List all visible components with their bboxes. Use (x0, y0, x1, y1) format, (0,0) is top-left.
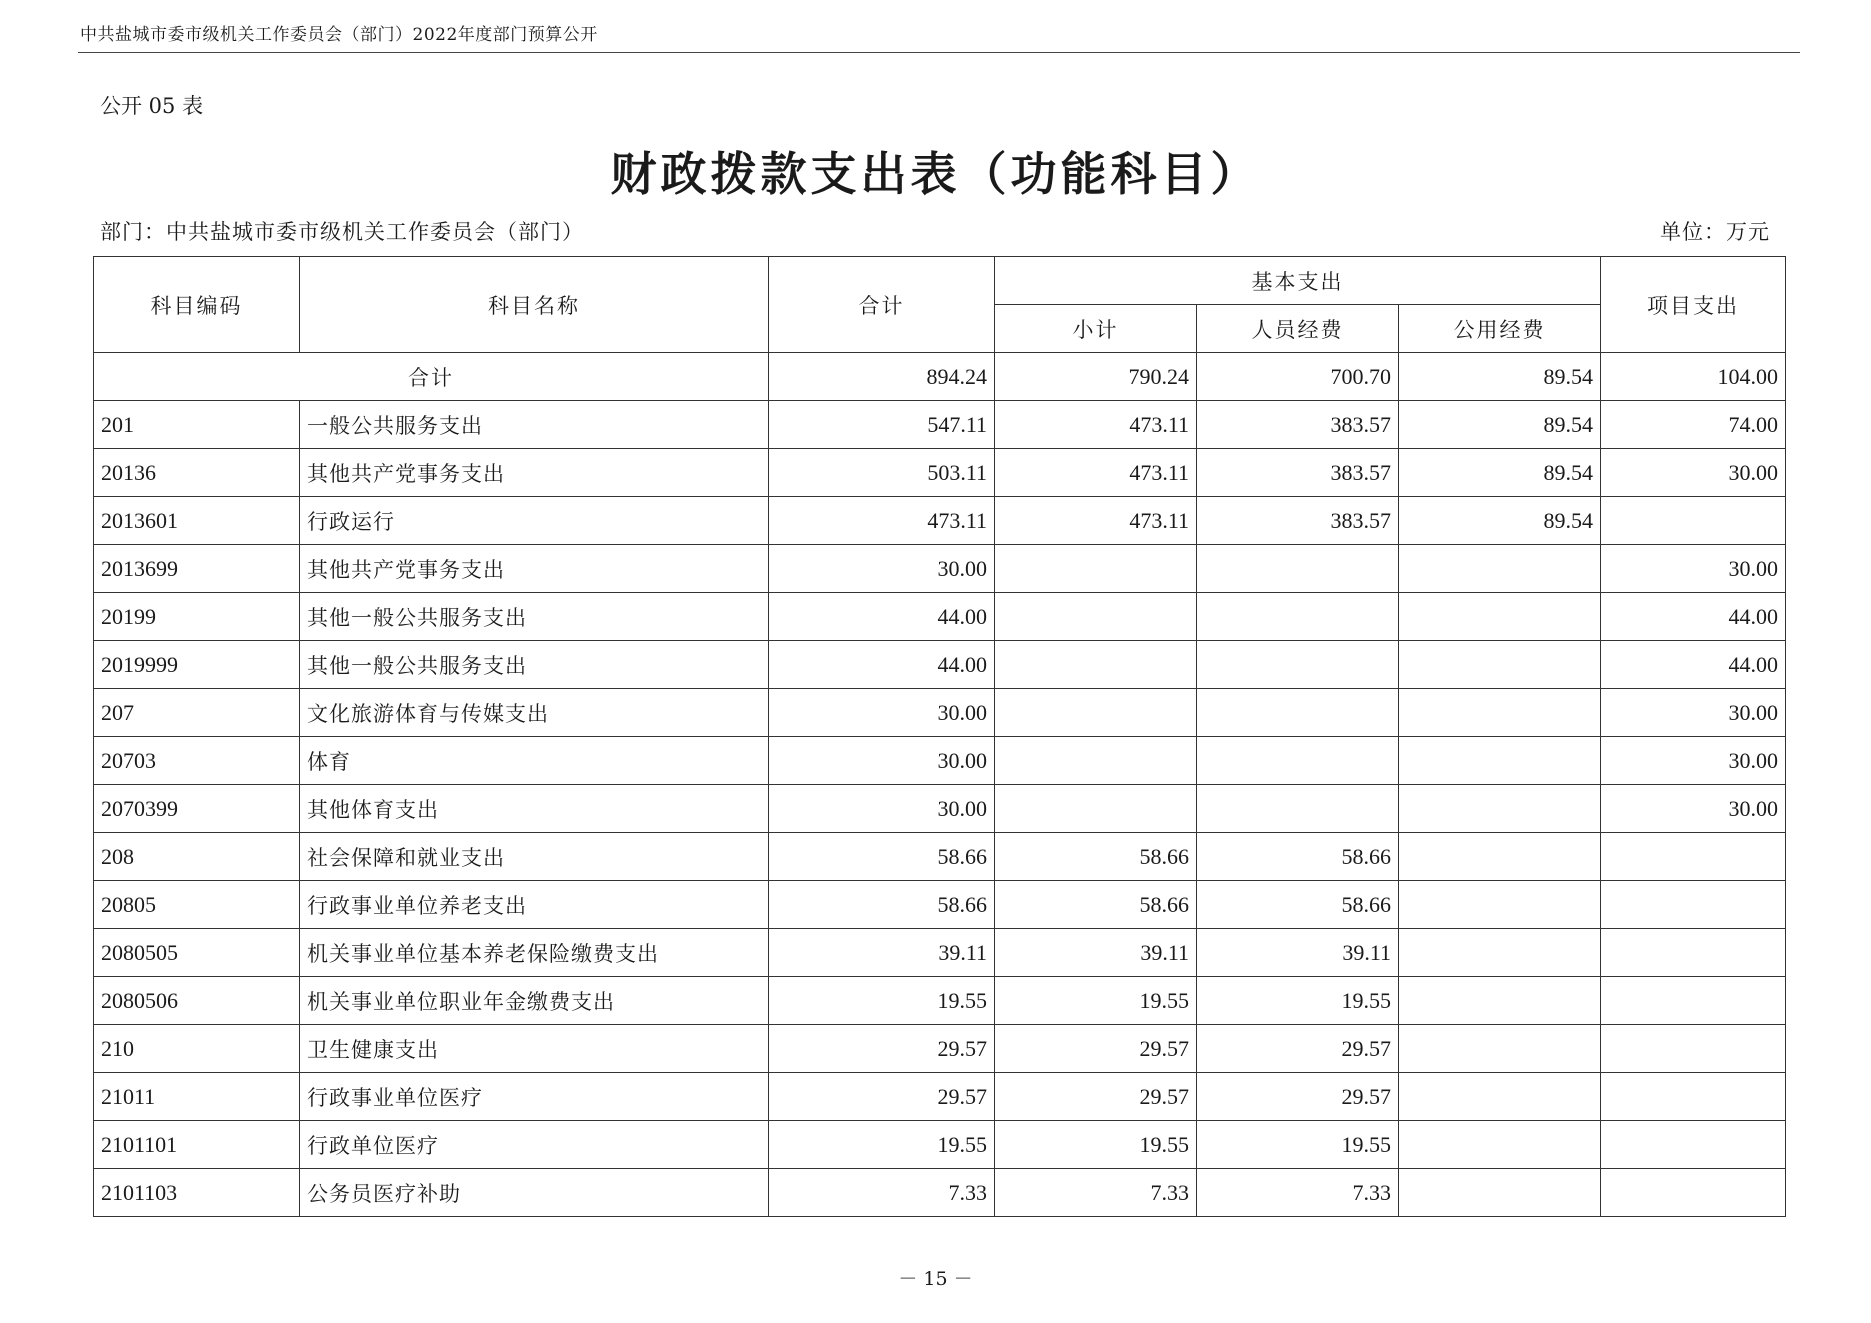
total-public: 89.54 (1399, 353, 1601, 401)
cell-total: 39.11 (769, 929, 995, 977)
cell-subtotal: 29.57 (995, 1073, 1197, 1121)
cell-project: 30.00 (1601, 545, 1786, 593)
cell-total: 30.00 (769, 689, 995, 737)
table-row (94, 1025, 1786, 1073)
cell-name: 体育 (300, 737, 769, 785)
cell-subtotal: 473.11 (995, 497, 1197, 545)
cell-personnel: 7.33 (1197, 1169, 1399, 1217)
cell-code: 2080506 (94, 977, 300, 1025)
page-number: － 15 － (898, 1268, 973, 1290)
cell-total: 547.11 (769, 401, 995, 449)
header-rule (78, 52, 1800, 53)
cell-code: 201 (94, 401, 300, 449)
cell-project (1601, 1121, 1786, 1169)
table-row (94, 689, 1786, 737)
cell-public (1399, 1169, 1601, 1217)
cell-public (1399, 833, 1601, 881)
total-total: 894.24 (769, 353, 995, 401)
cell-subtotal: 19.55 (995, 1121, 1197, 1169)
cell-total: 29.57 (769, 1073, 995, 1121)
table-row (94, 545, 1786, 593)
cell-public: 89.54 (1399, 497, 1601, 545)
cell-personnel (1197, 545, 1399, 593)
cell-code: 2101101 (94, 1121, 300, 1169)
cell-name: 行政单位医疗 (300, 1121, 769, 1169)
cell-name: 行政事业单位养老支出 (300, 881, 769, 929)
cell-code: 2019999 (94, 641, 300, 689)
cell-code: 2080505 (94, 929, 300, 977)
cell-project: 30.00 (1601, 689, 1786, 737)
cell-name: 公务员医疗补助 (300, 1169, 769, 1217)
cell-name: 社会保障和就业支出 (300, 833, 769, 881)
unit-label: 单位：万元 (1660, 220, 1770, 244)
cell-code: 208 (94, 833, 300, 881)
cell-subtotal (995, 593, 1197, 641)
cell-subtotal: 473.11 (995, 401, 1197, 449)
cell-personnel: 383.57 (1197, 449, 1399, 497)
cell-public: 89.54 (1399, 401, 1601, 449)
header-public: 公用经费 (1399, 305, 1601, 353)
cell-personnel (1197, 641, 1399, 689)
header-project: 项目支出 (1601, 257, 1786, 353)
cell-project: 30.00 (1601, 737, 1786, 785)
cell-personnel: 58.66 (1197, 881, 1399, 929)
cell-total: 58.66 (769, 881, 995, 929)
cell-subtotal: 29.57 (995, 1025, 1197, 1073)
cell-public: 89.54 (1399, 449, 1601, 497)
cell-project: 44.00 (1601, 641, 1786, 689)
cell-personnel: 383.57 (1197, 497, 1399, 545)
cell-total: 30.00 (769, 545, 995, 593)
cell-code: 207 (94, 689, 300, 737)
header-row-1 (94, 257, 1786, 305)
page-title: 财政拨款支出表（功能科目） (610, 147, 1261, 201)
cell-total: 44.00 (769, 593, 995, 641)
cell-total: 19.55 (769, 1121, 995, 1169)
cell-project (1601, 929, 1786, 977)
cell-personnel: 29.57 (1197, 1073, 1399, 1121)
cell-subtotal: 39.11 (995, 929, 1197, 977)
cell-subtotal (995, 641, 1197, 689)
table-row (94, 593, 1786, 641)
cell-name: 行政运行 (300, 497, 769, 545)
cell-total: 29.57 (769, 1025, 995, 1073)
cell-project (1601, 977, 1786, 1025)
table-row (94, 641, 1786, 689)
cell-total: 19.55 (769, 977, 995, 1025)
header-subtotal: 小计 (995, 305, 1197, 353)
cell-total: 473.11 (769, 497, 995, 545)
cell-personnel: 29.57 (1197, 1025, 1399, 1073)
cell-project (1601, 1025, 1786, 1073)
cell-public (1399, 1073, 1601, 1121)
cell-project (1601, 497, 1786, 545)
cell-total: 503.11 (769, 449, 995, 497)
cell-public (1399, 929, 1601, 977)
cell-name: 机关事业单位基本养老保险缴费支出 (300, 929, 769, 977)
cell-total: 58.66 (769, 833, 995, 881)
cell-personnel (1197, 737, 1399, 785)
cell-subtotal: 58.66 (995, 833, 1197, 881)
cell-public (1399, 593, 1601, 641)
cell-personnel: 383.57 (1197, 401, 1399, 449)
cell-public (1399, 785, 1601, 833)
cell-name: 其他体育支出 (300, 785, 769, 833)
cell-name: 其他共产党事务支出 (300, 545, 769, 593)
cell-code: 2070399 (94, 785, 300, 833)
table-row (94, 1169, 1786, 1217)
cell-code: 2013601 (94, 497, 300, 545)
cell-personnel (1197, 689, 1399, 737)
total-label: 合计 (94, 353, 769, 401)
cell-subtotal: 58.66 (995, 881, 1197, 929)
table-row (94, 785, 1786, 833)
table-number: 公开 05 表 (100, 94, 204, 118)
cell-code: 20136 (94, 449, 300, 497)
cell-project: 44.00 (1601, 593, 1786, 641)
cell-public (1399, 545, 1601, 593)
cell-project (1601, 833, 1786, 881)
document-header: 中共盐城市委市级机关工作委员会（部门）2022年度部门预算公开 (80, 25, 598, 45)
cell-name: 文化旅游体育与传媒支出 (300, 689, 769, 737)
cell-code: 21011 (94, 1073, 300, 1121)
total-personnel: 700.70 (1197, 353, 1399, 401)
cell-project (1601, 881, 1786, 929)
table-row (94, 929, 1786, 977)
expenditure-table (93, 256, 1786, 1217)
cell-total: 30.00 (769, 785, 995, 833)
cell-personnel: 39.11 (1197, 929, 1399, 977)
total-project: 104.00 (1601, 353, 1786, 401)
cell-name: 行政事业单位医疗 (300, 1073, 769, 1121)
cell-public (1399, 689, 1601, 737)
cell-code: 20805 (94, 881, 300, 929)
table-row (94, 1073, 1786, 1121)
cell-project: 30.00 (1601, 785, 1786, 833)
header-basic: 基本支出 (995, 257, 1601, 305)
table-body (94, 257, 1786, 1217)
cell-subtotal (995, 737, 1197, 785)
table-row (94, 977, 1786, 1025)
cell-code: 20199 (94, 593, 300, 641)
cell-personnel (1197, 785, 1399, 833)
total-subtotal: 790.24 (995, 353, 1197, 401)
cell-project (1601, 1169, 1786, 1217)
cell-personnel: 58.66 (1197, 833, 1399, 881)
cell-total: 30.00 (769, 737, 995, 785)
cell-project: 30.00 (1601, 449, 1786, 497)
cell-public (1399, 977, 1601, 1025)
header-total: 合计 (769, 257, 995, 353)
header-code: 科目编码 (94, 257, 300, 353)
header-personnel: 人员经费 (1197, 305, 1399, 353)
cell-name: 其他共产党事务支出 (300, 449, 769, 497)
cell-total: 44.00 (769, 641, 995, 689)
cell-name: 卫生健康支出 (300, 1025, 769, 1073)
cell-personnel: 19.55 (1197, 1121, 1399, 1169)
table-row (94, 497, 1786, 545)
cell-personnel (1197, 593, 1399, 641)
header-name: 科目名称 (300, 257, 769, 353)
cell-public (1399, 1025, 1601, 1073)
cell-subtotal (995, 785, 1197, 833)
cell-code: 20703 (94, 737, 300, 785)
cell-project: 74.00 (1601, 401, 1786, 449)
cell-public (1399, 737, 1601, 785)
cell-personnel: 19.55 (1197, 977, 1399, 1025)
cell-name: 其他一般公共服务支出 (300, 593, 769, 641)
cell-public (1399, 1121, 1601, 1169)
total-row (94, 353, 1786, 401)
cell-code: 2013699 (94, 545, 300, 593)
cell-subtotal: 7.33 (995, 1169, 1197, 1217)
cell-project (1601, 1073, 1786, 1121)
table-row (94, 1121, 1786, 1169)
cell-name: 一般公共服务支出 (300, 401, 769, 449)
cell-subtotal: 19.55 (995, 977, 1197, 1025)
department-label: 部门：中共盐城市委市级机关工作委员会（部门） (100, 220, 584, 244)
cell-code: 210 (94, 1025, 300, 1073)
cell-subtotal: 473.11 (995, 449, 1197, 497)
table-row (94, 401, 1786, 449)
table-row (94, 449, 1786, 497)
cell-name: 机关事业单位职业年金缴费支出 (300, 977, 769, 1025)
table-row (94, 737, 1786, 785)
cell-subtotal (995, 545, 1197, 593)
cell-public (1399, 881, 1601, 929)
cell-public (1399, 641, 1601, 689)
cell-total: 7.33 (769, 1169, 995, 1217)
table-row (94, 881, 1786, 929)
cell-subtotal (995, 689, 1197, 737)
table-row (94, 833, 1786, 881)
cell-name: 其他一般公共服务支出 (300, 641, 769, 689)
cell-code: 2101103 (94, 1169, 300, 1217)
